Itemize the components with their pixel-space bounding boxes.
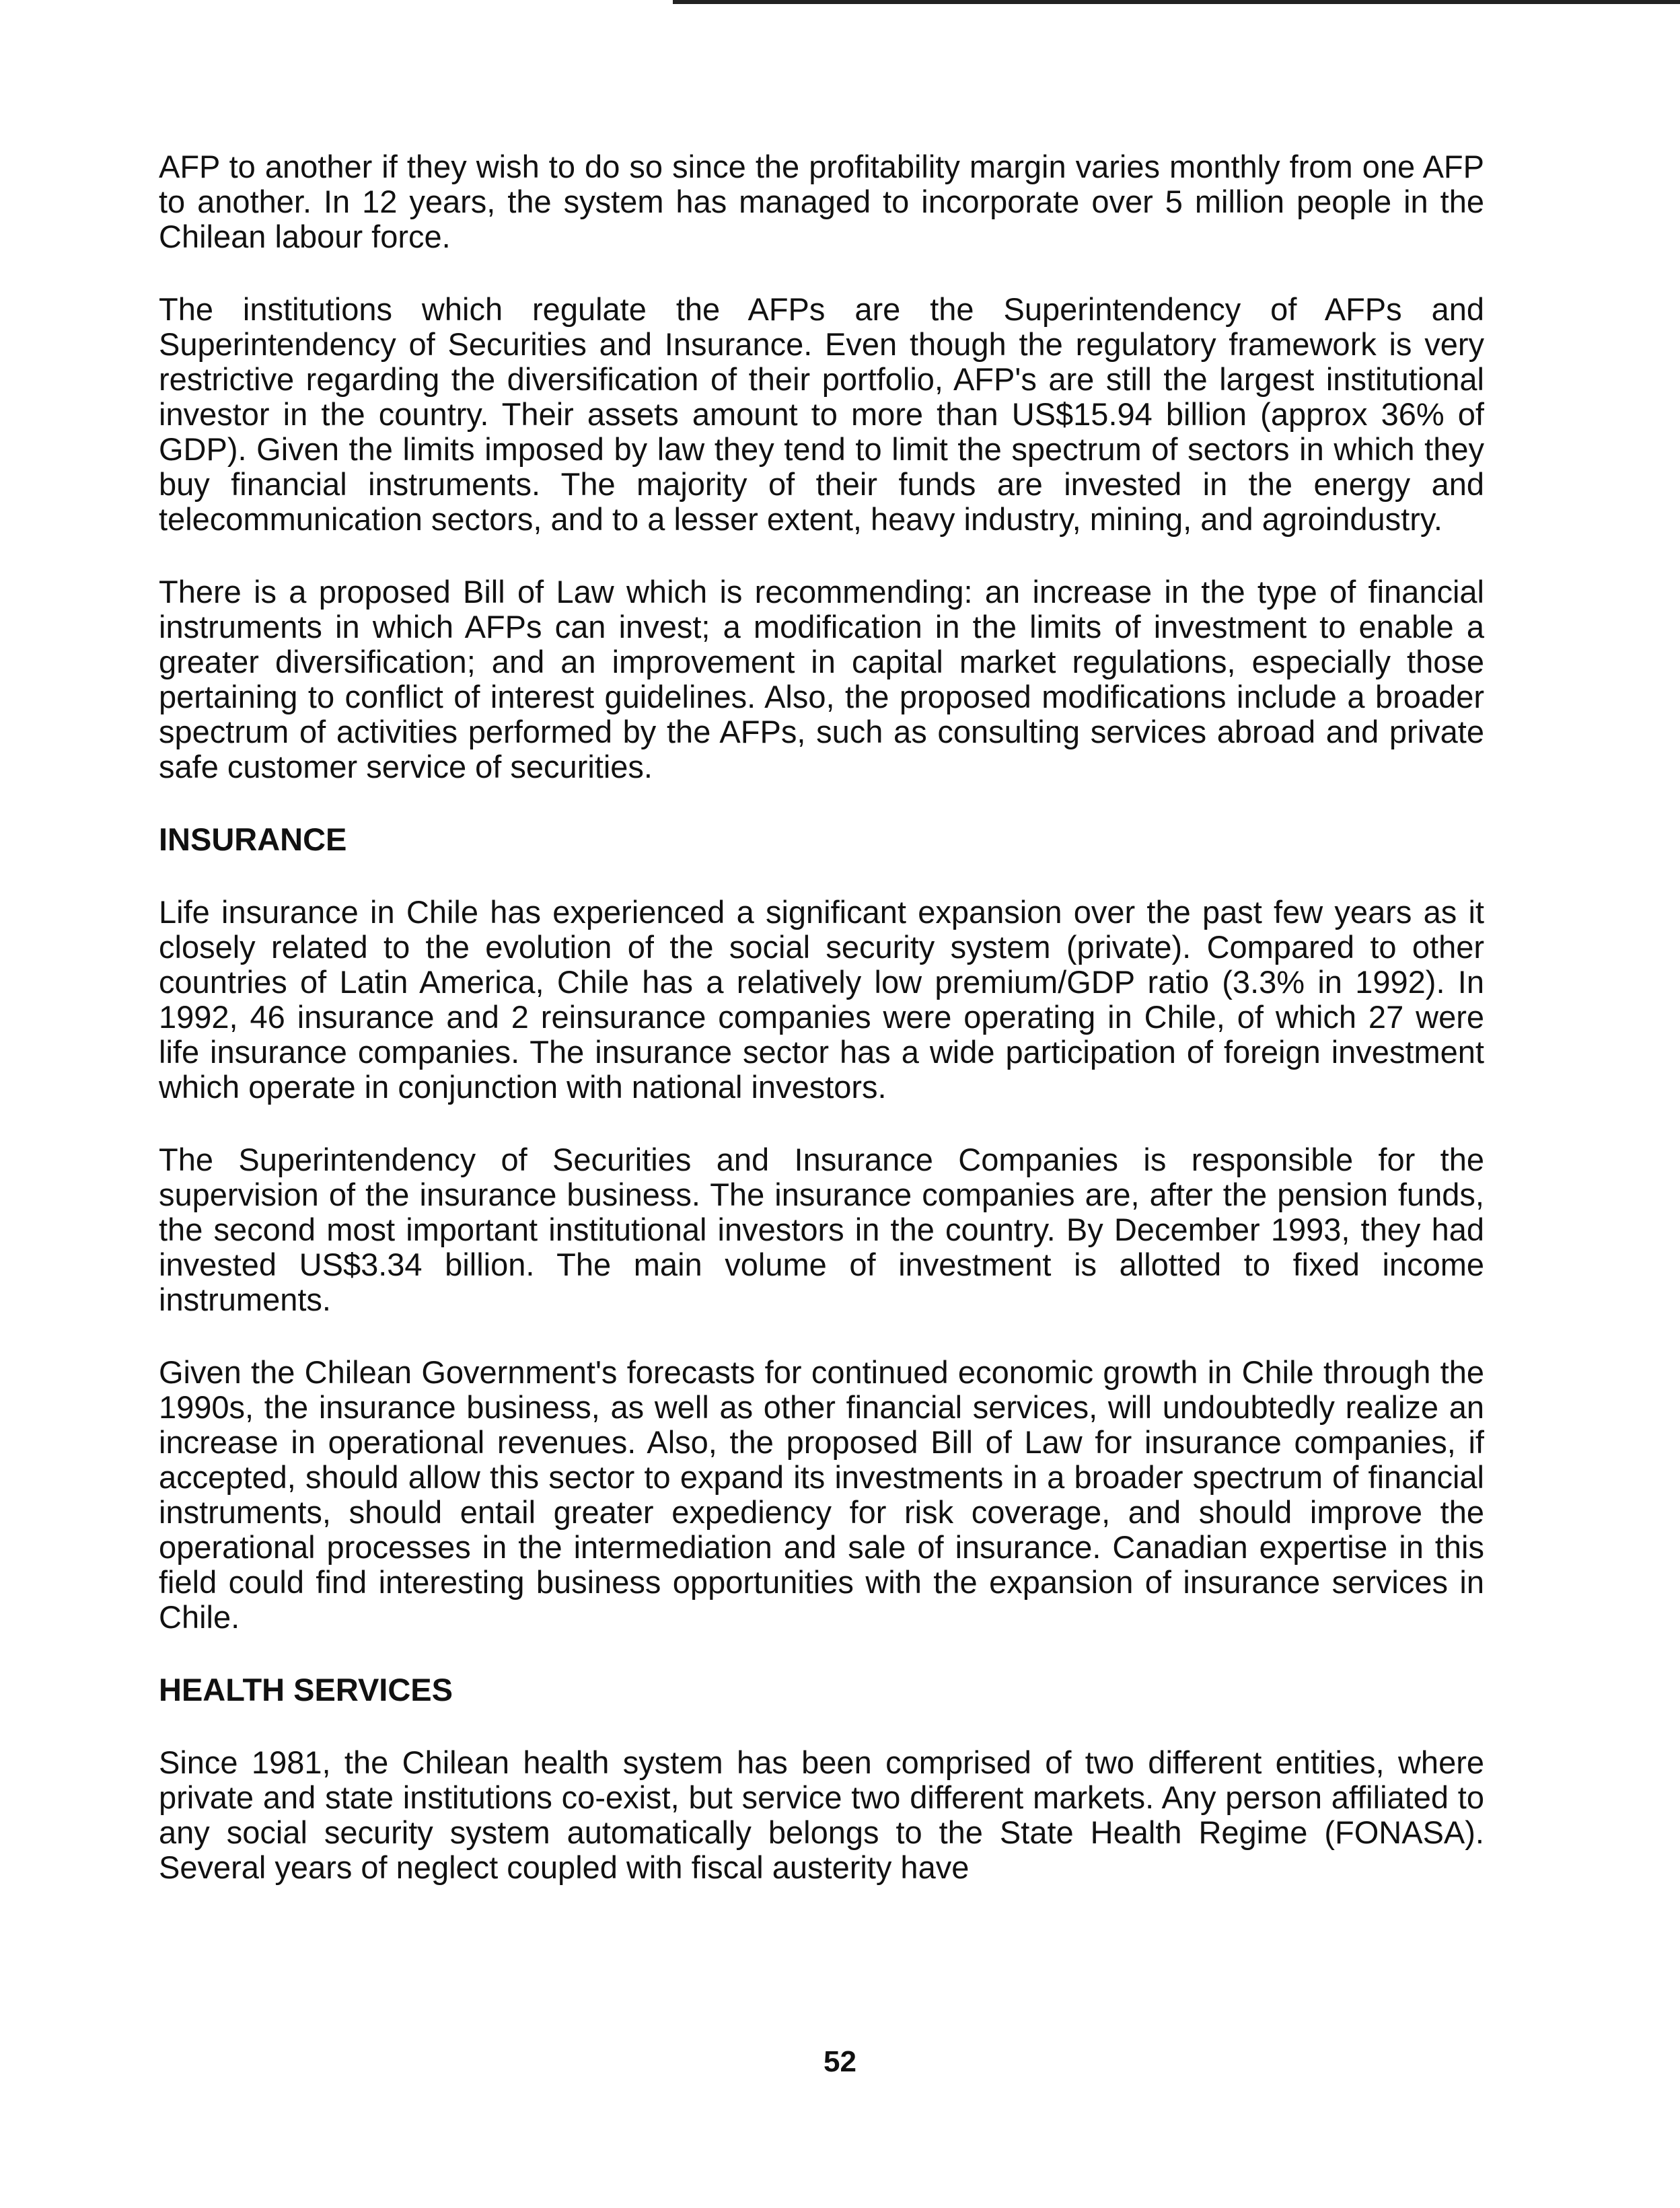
paragraph-insurance-life: Life insurance in Chile has experienced a significant expansion over the past few years as it closely related to the evolution of the social security system (private). Compared to other countries of Latin America, Chile has a relatively low premium/GDP ratio (3.3% in 1992). In 1992, 46 insurance and 2 reinsurance companies were operating in Chile, of which 27 were life insurance companies. The insurance sector has a wide participation of foreign investment which operate in conjunction with national investors. — [159, 894, 1484, 1105]
paragraph-insurance-supervision: The Superintendency of Securities and Insurance Companies is responsible for the supervision of the insurance business. The insurance companies are, after the pension funds, the second most important institutional investors in the country. By December 1993, they had invested US$3.34 billion. The main volume of investment is allotted to fixed income instruments. — [159, 1142, 1484, 1317]
page-number: 52 — [824, 2045, 856, 2078]
top-edge-rule — [673, 0, 1680, 4]
paragraph-afp-bill-of-law: There is a proposed Bill of Law which is recommending: an increase in the type of financial instruments in which AFPs can invest; a modification in the limits of investment to enable a greater diversification; and an improvement in capital market regulations, especially those pertaining to conflict of interest guidelines. Also, the proposed modifications include a broader spectrum of activities performed by the AFPs, such as consulting services abroad and private safe customer service of securities. — [159, 574, 1484, 784]
paragraph-health-system: Since 1981, the Chilean health system has been comprised of two different entities, where private and state institutions co-exist, but service two different markets. Any person affiliated to any social security system automatically belongs to the State Health Regime (FONASA). Several years of neglect coupled with fiscal austerity have — [159, 1744, 1484, 1885]
section-heading-insurance: INSURANCE — [159, 821, 347, 857]
paragraph-afp-switching: AFP to another if they wish to do so since the profitability margin varies monthly from one AFP to another. In 12 years, the system has managed to incorporate over 5 million people in the Chilean labour force. — [159, 149, 1484, 254]
document-page — [159, 149, 1484, 1923]
paragraph-afp-regulation: The institutions which regulate the AFPs are the Superintendency of AFPs and Superintendency of Securities and Insurance. Even though the regulatory framework is very restrictive regarding the diversification of their portfolio, AFP's are still the largest institutional investor in the country. Their assets amount to more than US$15.94 billion (approx 36% of GDP). Given the limits imposed by law they tend to limit the spectrum of sectors in which they buy financial instruments. The majority of their funds are invested in the energy and telecommunication sectors, and to a lesser extent, heavy industry, mining, and agroindustry. — [159, 291, 1484, 537]
section-heading-health-services: HEALTH SERVICES — [159, 1672, 453, 1707]
paragraph-insurance-forecast: Given the Chilean Government's forecasts for continued economic growth in Chile through the 1990s, the insurance business, as well as other financial services, will undoubtedly realize an increase in operational revenues. Also, the proposed Bill of Law for insurance companies, if accepted, should allow this sector to expand its investments in a broader spectrum of financial instruments, should entail greater expediency for risk coverage, and should improve the operational processes in the intermediation and sale of insurance. Canadian expertise in this field could find interesting business opportunities with the expansion of insurance services in Chile. — [159, 1354, 1484, 1635]
